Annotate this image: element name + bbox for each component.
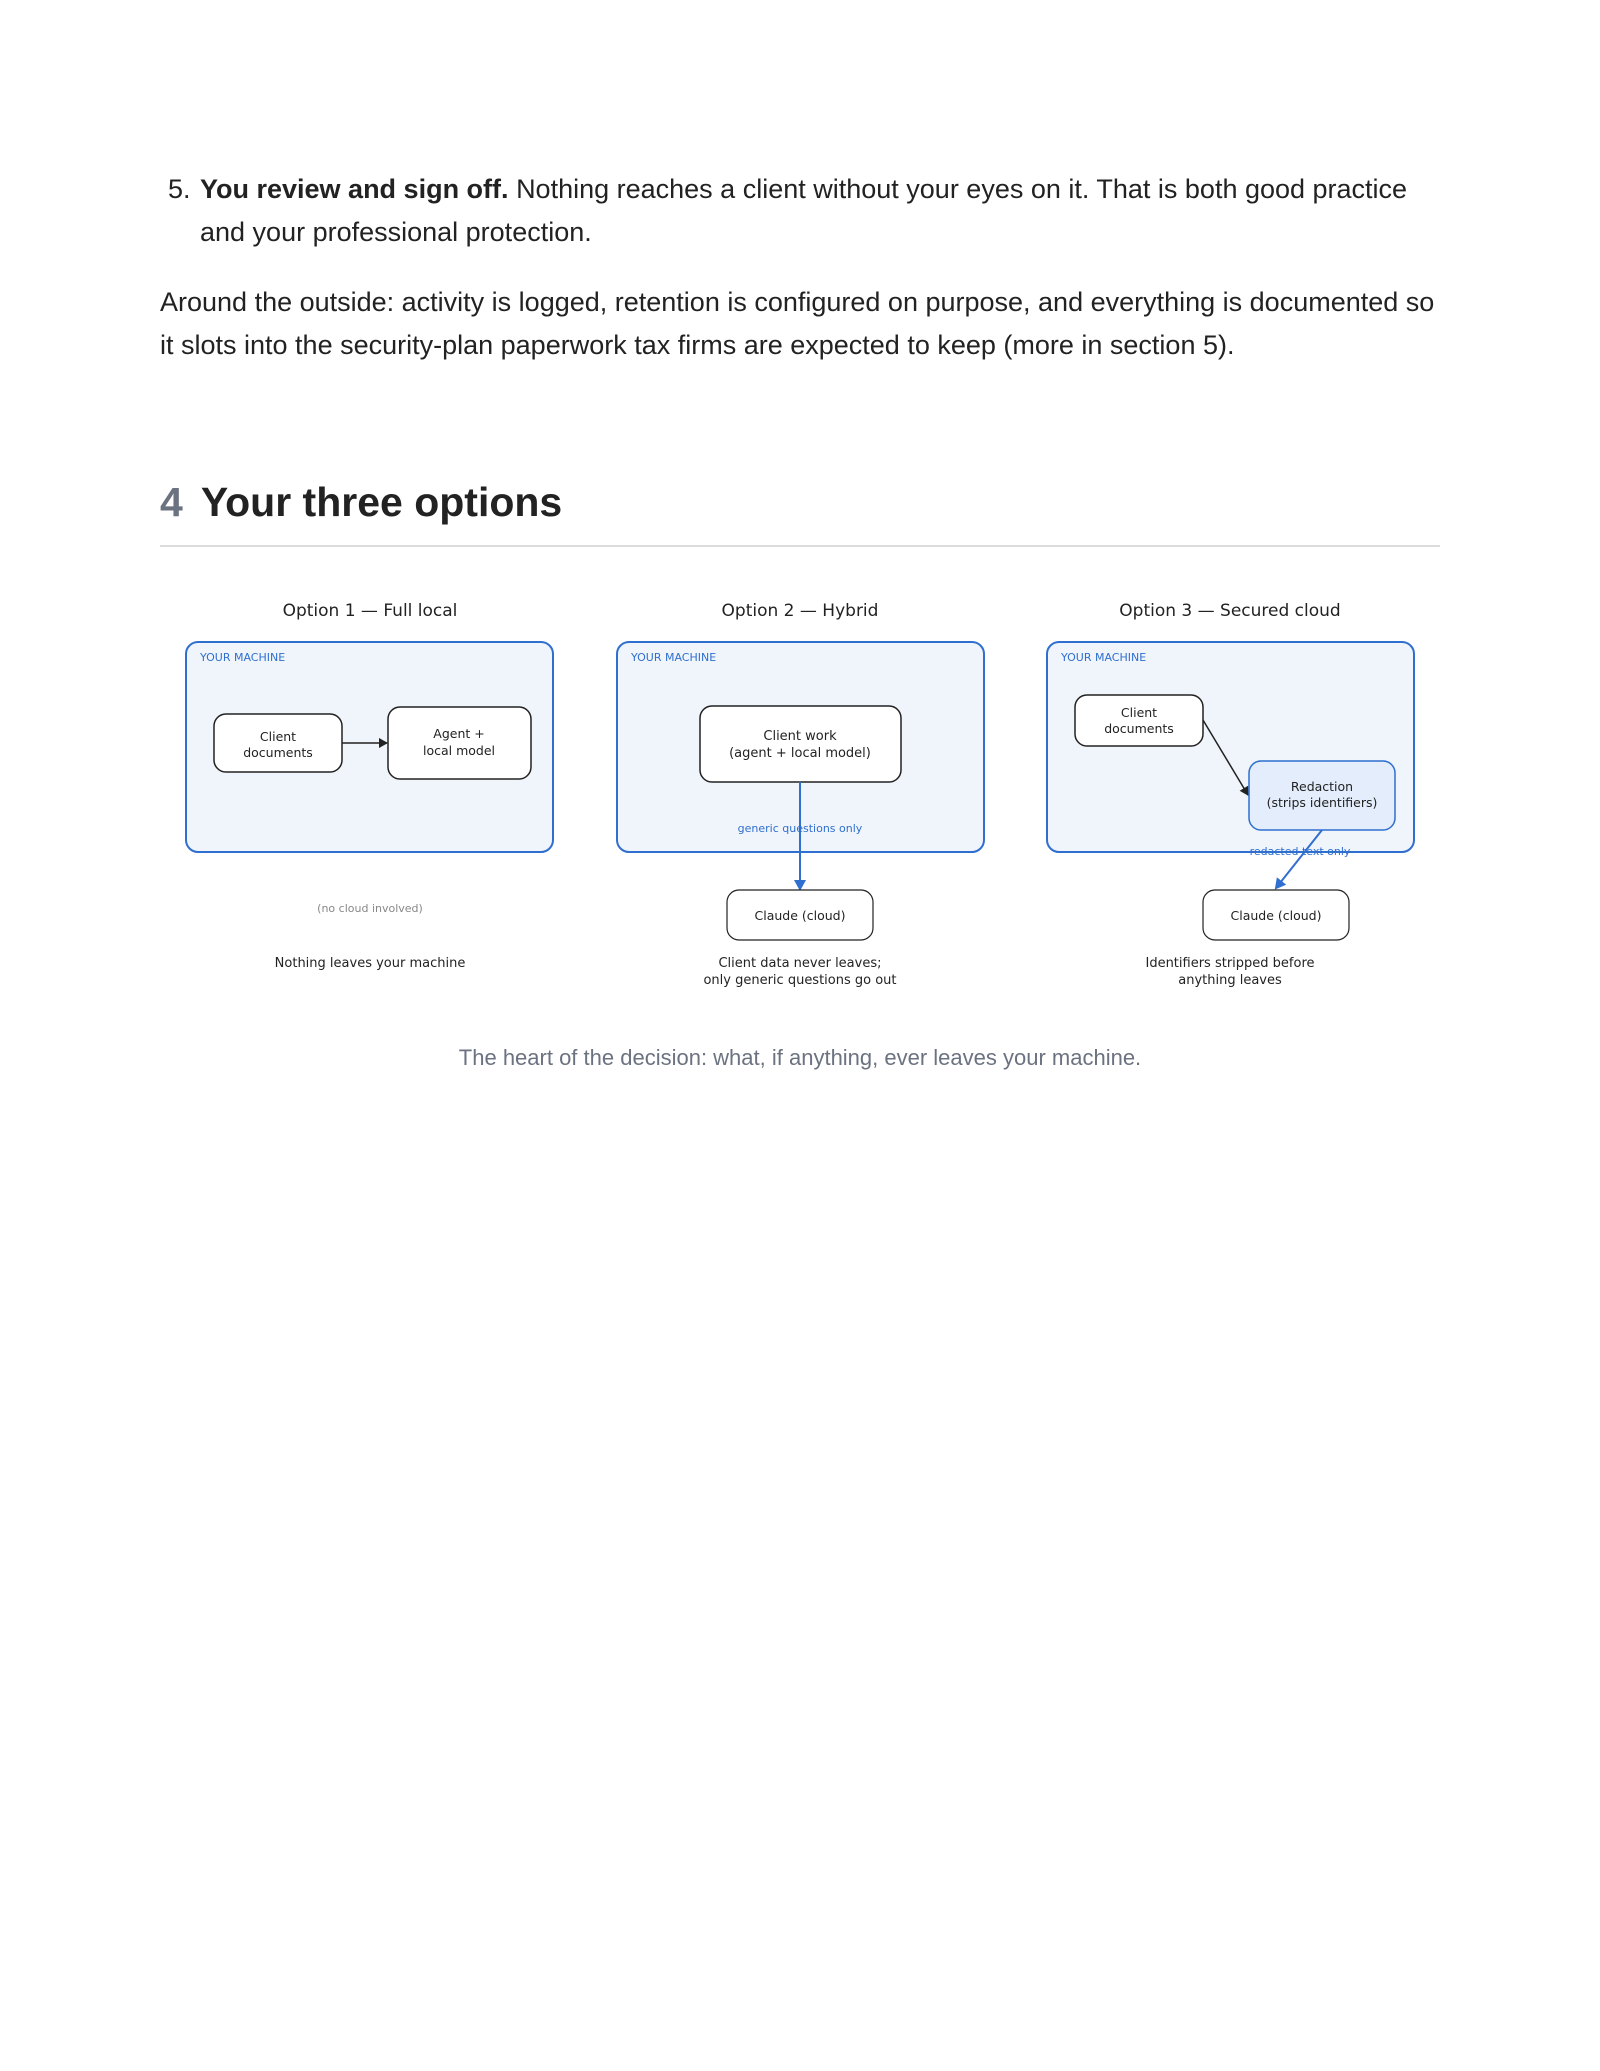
options-diagram — [160, 586, 1440, 1006]
body-paragraph: Around the outside: activity is logged, retention is configured on purpose, and everything is documented so it slots into the security-plan paperwork tax firms are expected to keep (more in section 5). — [160, 287, 1435, 360]
option-3-client-documents-label: Client — [1120, 705, 1158, 720]
option-3-caption-line-1: Identifiers stripped before — [1145, 956, 1315, 971]
option-2-flow-label: generic questions only — [737, 822, 863, 835]
option-2-cloud-label: Claude (cloud) — [754, 908, 846, 923]
option-3-title: Option 3 — Secured cloud — [1119, 601, 1341, 621]
section-number: 4 — [160, 479, 183, 525]
option-1-client-documents-label-2: documents — [243, 745, 313, 760]
option-2-title: Option 2 — Hybrid — [721, 601, 879, 621]
list-item-lead: You review and sign off. — [200, 174, 509, 204]
option-1-machine-label: YOUR MACHINE — [200, 651, 286, 664]
option-1-note: (no cloud involved) — [317, 902, 423, 915]
option-3-machine-label: YOUR MACHINE — [1061, 651, 1147, 664]
option-3-caption-line-2: anything leaves — [1178, 973, 1282, 988]
option-3 — [1047, 601, 1414, 988]
option-2 — [617, 601, 984, 988]
option-3-flow-label: redacted text only — [1249, 845, 1351, 858]
option-2-caption-line-1: Client data never leaves; — [718, 956, 882, 971]
option-2-client-work-box — [700, 706, 901, 782]
option-1-agent-label-2: local model — [422, 743, 496, 758]
figure-caption: The heart of the decision: what, if anything, ever leaves your machine. — [458, 1045, 1142, 1070]
section-title: Your three options — [200, 479, 563, 525]
option-3-cloud-label: Claude (cloud) — [1230, 908, 1322, 923]
list-item-text: Nothing reaches a client without your eyes on it. That is both good practice and your professional protection. — [200, 174, 1408, 247]
list-item-review — [168, 168, 1440, 254]
option-1-client-documents-label: Client — [259, 729, 297, 744]
option-2-machine-label: YOUR MACHINE — [631, 651, 717, 664]
option-1-title: Option 1 — Full local — [282, 601, 458, 621]
option-3-client-documents-label-2: documents — [1104, 721, 1174, 736]
option-3-redaction-label: Redaction — [1290, 779, 1354, 794]
heading-divider — [160, 545, 1440, 547]
option-1 — [186, 601, 553, 971]
option-2-caption-line-2: only generic questions go out — [703, 973, 897, 988]
option-3-redaction-sublabel: (strips identifiers) — [1266, 795, 1378, 810]
option-1-agent-label: Agent + — [433, 726, 485, 741]
section-heading — [160, 474, 1440, 530]
option-1-caption: Nothing leaves your machine — [274, 956, 466, 971]
list-number: 5. — [168, 174, 191, 204]
option-2-client-work-label: Client work — [763, 729, 837, 744]
option-2-client-work-sublabel: (agent + local model) — [729, 746, 871, 761]
